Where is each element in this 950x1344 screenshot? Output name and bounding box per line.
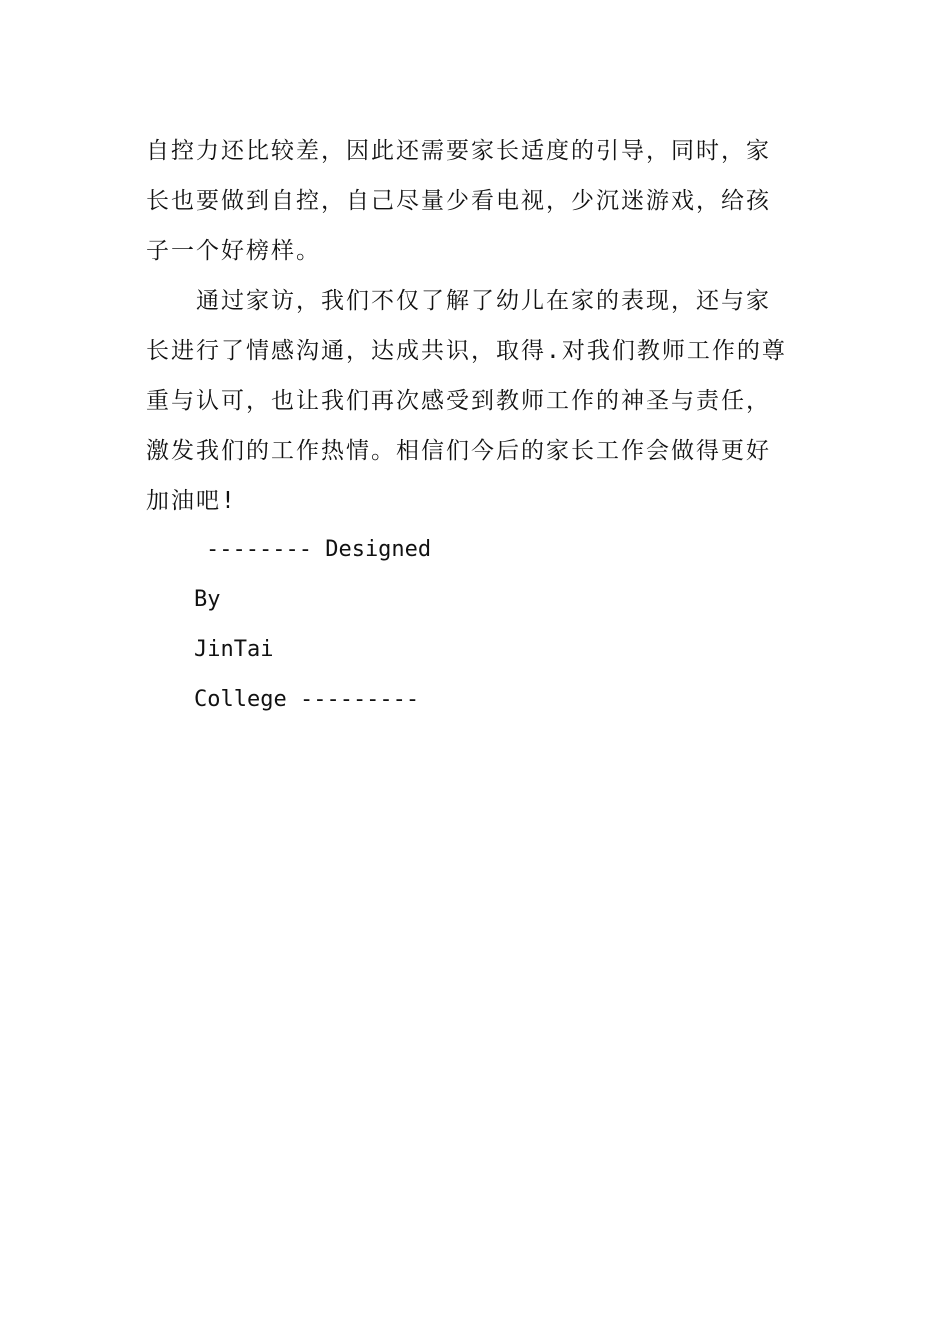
signature-line-2: By: [194, 587, 221, 612]
paragraph2-line-4: 激发我们的工作热情。相信们今后的家长工作会做得更好: [146, 438, 771, 464]
paragraph2-line-2: 长进行了情感沟通，达成共识，取得.对我们教师工作的尊: [146, 338, 787, 364]
paragraph1-line-3: 子一个好榜样。: [146, 238, 321, 264]
signature-line-1: -------- Designed: [206, 537, 432, 562]
paragraph1-line-2: 长也要做到自控，自己尽量少看电视，少沉迷游戏，给孩: [146, 188, 771, 214]
paragraph2-line-3: 重与认可，也让我们再次感受到教师工作的神圣与责任，: [146, 388, 771, 414]
paragraph1-line-1: 自控力还比较差，因此还需要家长适度的引导，同时，家: [146, 138, 771, 164]
paragraph2-line-5: 加油吧!: [146, 488, 237, 514]
signature-line-4: College ---------: [194, 687, 420, 712]
signature-line-3: JinTai: [194, 637, 274, 662]
paragraph2-line-1: 通过家访，我们不仅了解了幼儿在家的表现，还与家: [146, 288, 771, 314]
